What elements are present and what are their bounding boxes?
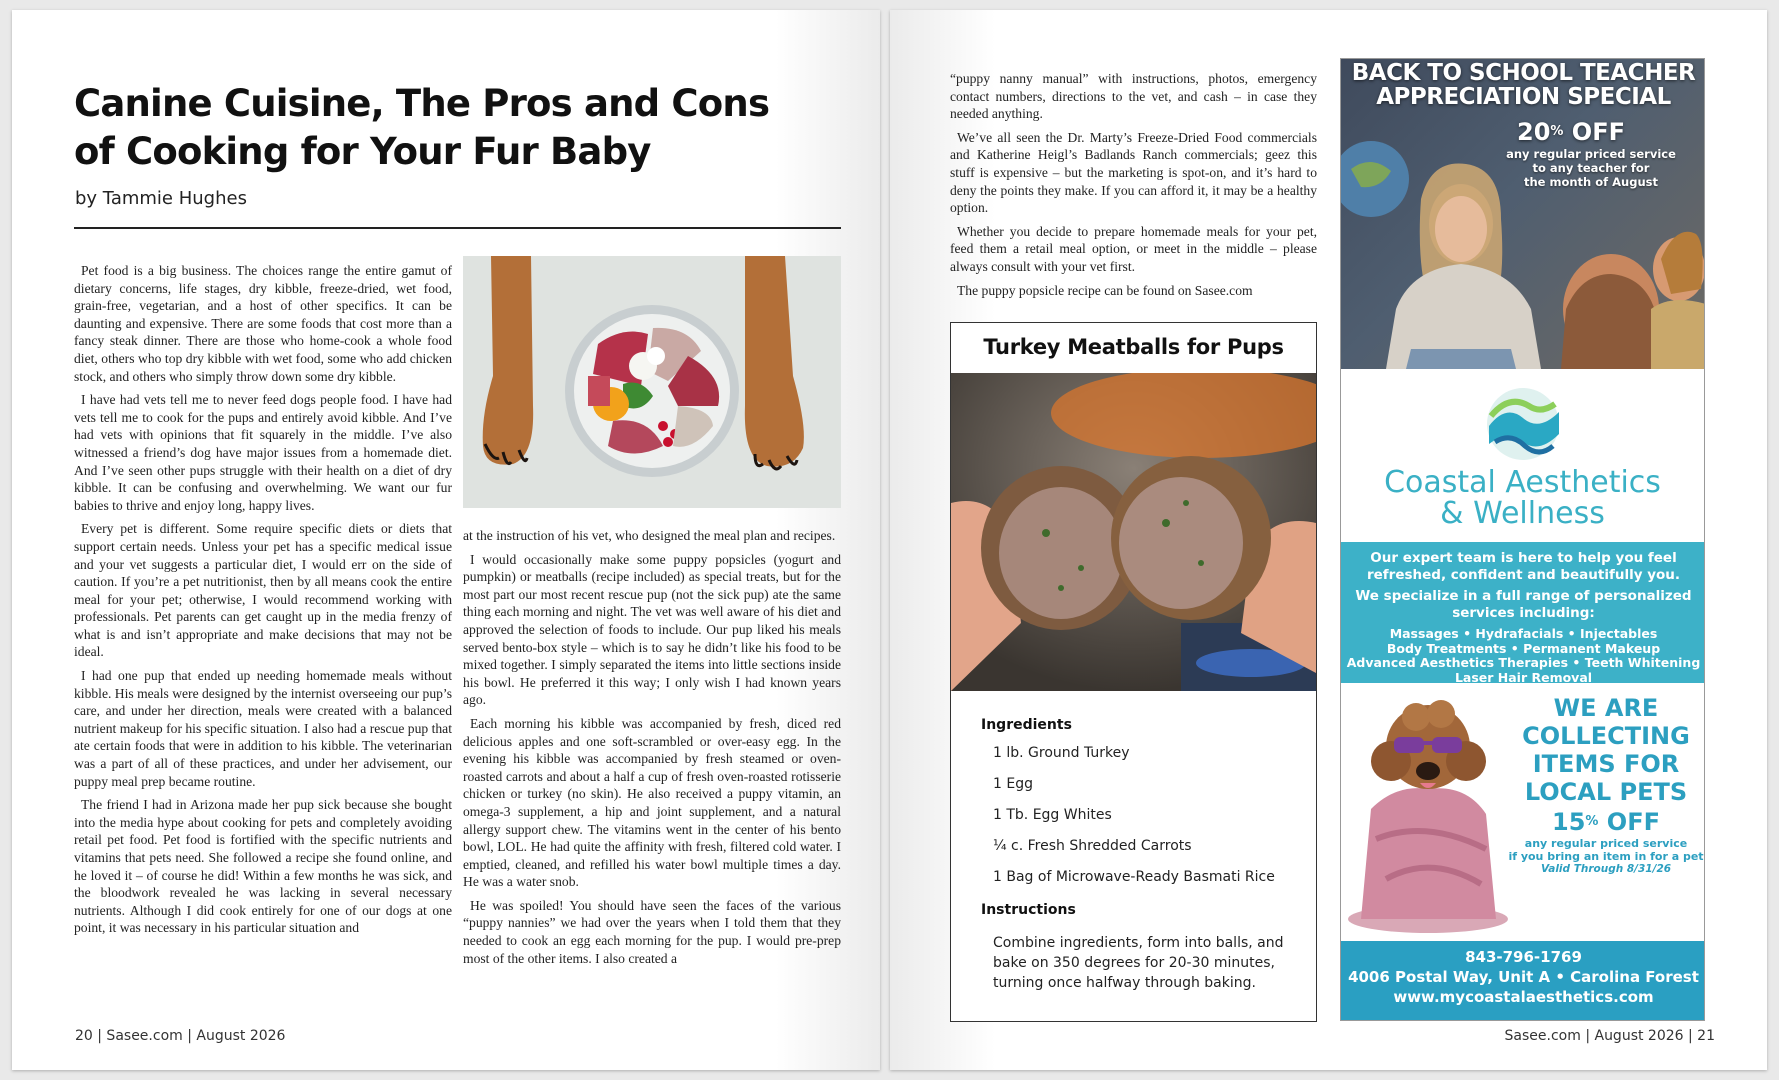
brand-name-line-2: & Wellness <box>1440 496 1605 531</box>
pets-headline <box>1506 694 1705 806</box>
paragraph: Every pet is different. Some require specific diets or diets that support certain needs. Unless your pet has a specific medical issue and your vet suggests a particular diet, I would err on the side of caution. If you’re a pet nutritionist, then by all means cook the entire meal for your pet; otherwise, I would recommend working with professionals. Pet parents can get caught up in the media frenzy of what is and isn’t appropriate and make decisions that may not be ideal. <box>74 521 452 660</box>
offer-2-line-1: any regular priced service <box>1524 837 1688 850</box>
coastal-aesthetics-ad <box>1340 58 1705 1021</box>
meatball-photo <box>951 373 1316 691</box>
article-column-2 <box>463 527 841 973</box>
teacher-special-banner <box>1341 59 1705 369</box>
offer-1-line-2: to any teacher for <box>1532 161 1650 175</box>
teal-line-4: services including: <box>1452 605 1595 621</box>
pets-line-2: COLLECTING <box>1522 722 1690 750</box>
pets-line-3: ITEMS FOR <box>1532 750 1680 778</box>
paragraph: I had one pup that ended up needing homemade meals without kibble. His meals were designed by the internist overseeing our pup’s care, and under her direction, meals were created with a balanced nutrient makeup for his specific situation. I also had a rescue pup that ate certain foods that were in addition to his kibble. The veterinarian was a part of all of these practices, and under her advisement, our puppy meal prep became routine. <box>74 668 452 789</box>
paragraph: The puppy popsicle recipe can be found on Sasee.com <box>957 282 1253 298</box>
paragraph: I would occasionally make some puppy popsicles (yogurt and pumpkin) or meatballs (recipe included) as special treats, but for the most part our most recent rescue pup (not the sick pup) ate the same thing each morning and night. The vet was well aware of his diet and approved the selection of foods to include. Our pup liked his meals served bento-box style – which is to say he didn’t like his food to be mixed together. I simply separated the items into little sections inside his bowl. He preferred it this way; I only wish I had known years ago. <box>463 551 841 708</box>
article-column-1 <box>74 262 452 943</box>
paragraph: The friend I had in Arizona made her pup sick because she bought into the media hype about cooking for pets and completely avoiding retail pet food. Pet food is fortified with the specific nutrients and vitamins that pets need. She followed a recipe she found online, and he loved it – of course he did! Within a few months he was sick, and the bloodwork revealed he was lacking in several necessary nutrients. Although I did cook entirely for one of our dogs at one point, it was necessary in his particular situation and <box>74 797 452 936</box>
recipe-title: Turkey Meatballs for Pups <box>983 335 1284 359</box>
article-title <box>74 80 794 176</box>
paragraph: We’ve all seen the Dr. Marty’s Freeze-Dried Food commercials and Katherine Heigl’s Badlands Ranch commercials; geez this stuff is expensive – but the marketing is spot-on, and it’s hard to deny the points they make. If you can afford it, it may be a healthy option. <box>950 129 1317 216</box>
pets-line-1: WE ARE <box>1553 694 1659 722</box>
offer-2-off-word: OFF <box>1606 808 1660 836</box>
services-banner <box>1341 542 1705 683</box>
service-line: Massages • Hydrafacials • Injectables <box>1389 626 1658 641</box>
teal-line-3: We specialize in a full range of personalized <box>1355 588 1692 604</box>
title-line-1: Canine Cuisine, The Pros and Cons <box>74 82 770 125</box>
ad-headline-1: BACK TO SCHOOL TEACHER <box>1351 60 1696 86</box>
ingredient-item: 1 Tb. Egg Whites <box>993 807 1112 823</box>
service-line: Body Treatments • Permanent Makeup <box>1386 640 1661 656</box>
ingredient-item: ¼ c. Fresh Shredded Carrots <box>993 838 1192 854</box>
instructions-text: Combine ingredients, form into balls, and bake on 350 degrees for 20-30 minutes, turning once halfway through baking. <box>993 935 1284 991</box>
article-column-3 <box>950 70 1317 305</box>
offer-1-percent: 20 <box>1517 118 1551 146</box>
page-footer-left: 20 | Sasee.com | August 2026 <box>75 1028 286 1044</box>
pets-line-4: LOCAL PETS <box>1524 778 1688 806</box>
paragraph: He was spoiled! You should have seen the faces of the various “puppy nannies” we had over the years when I told them that they needed to cook an egg each morning for the pup. I would pre-prep most of the other items. I also created a <box>463 897 841 966</box>
paragraph: “puppy nanny manual” with instructions, photos, emergency contact numbers, directions to the vet, and cash – in case they needed anything. <box>950 71 1317 122</box>
service-line: Advanced Aesthetics Therapies • Teeth Whitening <box>1346 655 1701 670</box>
ingredient-item: 1 lb. Ground Turkey <box>993 745 1130 761</box>
recipe-box <box>950 322 1317 1022</box>
page-footer-right: Sasee.com | August 2026 | 21 <box>1504 1028 1715 1044</box>
title-line-2: of Cooking for Your Fur Baby <box>74 130 651 173</box>
paragraph: Whether you decide to prepare homemade meals for your pet, feed them a retail meal option, or meet in the middle – please always consult with your vet first. <box>950 223 1317 274</box>
right-page <box>890 10 1767 1070</box>
offer-20-off <box>1451 119 1691 145</box>
paragraph: I have had vets tell me to never feed dogs people food. I have had vets tell me to cook for the pups and entirely avoid kibble. And I’ve had vets with opinions that fit squarely in the middle. I’ve also witnessed a friend’s dog have major issues from a homemade diet. And I’ve seen other pups struggle with their health on a diet of dry kibble. It can be confusing and overwhelming. We want our fur babies to thrive and enjoy long, happy lives. <box>74 392 452 513</box>
offer-1-off-word: OFF <box>1571 118 1625 146</box>
teal-line-2: refreshed, confident and beautifully you. <box>1366 567 1681 583</box>
address: 4006 Postal Way, Unit A • Carolina Forest <box>1348 968 1699 986</box>
contact-banner <box>1341 941 1705 1021</box>
dog-in-towel-illustration <box>1346 689 1511 934</box>
wave-logo-icon <box>1481 384 1565 464</box>
offer-2-percent-sign: % <box>1585 814 1599 829</box>
ingredients-heading: Ingredients <box>981 717 1072 733</box>
offer-1-line-3: the month of August <box>1523 175 1658 189</box>
ad-headline-2: APPRECIATION SPECIAL <box>1376 84 1671 110</box>
phone-number: 843-796-1769 <box>1465 948 1582 966</box>
ingredient-item: 1 Bag of Microwave-Ready Basmati Rice <box>993 869 1275 885</box>
byline: by Tammie Hughes <box>75 188 247 209</box>
paragraph: Each morning his kibble was accompanied by fresh, diced red delicious apples and one soft-scrambled or over-easy egg. In the evening his kibble was accompanied by fresh steamed or oven-roasted carrots and about a half a cup of fresh oven-roasted rotisserie chicken or turkey (no skin). He also received a puppy vitamin, an omega-3 supplement, a hip and joint supplement, and a natural allergy support chew. The vitamins went in the center of his bento bowl, LOL. He had quite the affinity with fresh, filtered cold water. I emptied, cleaned, and refilled his water bowl multiple times a day. He was a water snob. <box>463 715 841 890</box>
website: www.mycoastalaesthetics.com <box>1393 988 1654 1006</box>
brand-name-line-1: Coastal Aesthetics <box>1384 465 1661 500</box>
title-divider <box>74 227 841 229</box>
offer-1-percent-sign: % <box>1550 124 1564 139</box>
offer-1-line-1: any regular priced service <box>1506 147 1676 161</box>
offer-2-line-2: if you bring an item in for a pet <box>1508 850 1704 863</box>
ingredient-item: 1 Egg <box>993 776 1033 792</box>
offer-15-off <box>1506 809 1705 835</box>
dog-paws-plate-photo <box>463 256 841 508</box>
teal-line-1: Our expert team is here to help you feel <box>1370 550 1677 566</box>
paragraph: at the instruction of his vet, who designed the meal plan and recipes. <box>463 528 836 543</box>
offer-2-valid: Valid Through 8/31/26 <box>1540 863 1672 875</box>
left-page <box>12 10 880 1070</box>
service-line: Laser Hair Removal <box>1454 669 1593 685</box>
paragraph: Pet food is a big business. The choices range the entire gamut of dietary concerns, life stages, dry kibble, freeze-dried, wet food, grain-free, vegetarian, and a host of other specifics. It can be daunting and expensive. There are some foods that cost more than a fancy steak dinner. There are those who home-cook a whole food diet, others who top dry kibble with wet food, some who add chicken stock, and others who simply throw down some dry kibble. <box>74 263 452 384</box>
offer-2-percent: 15 <box>1552 808 1586 836</box>
instructions-heading: Instructions <box>981 902 1076 918</box>
